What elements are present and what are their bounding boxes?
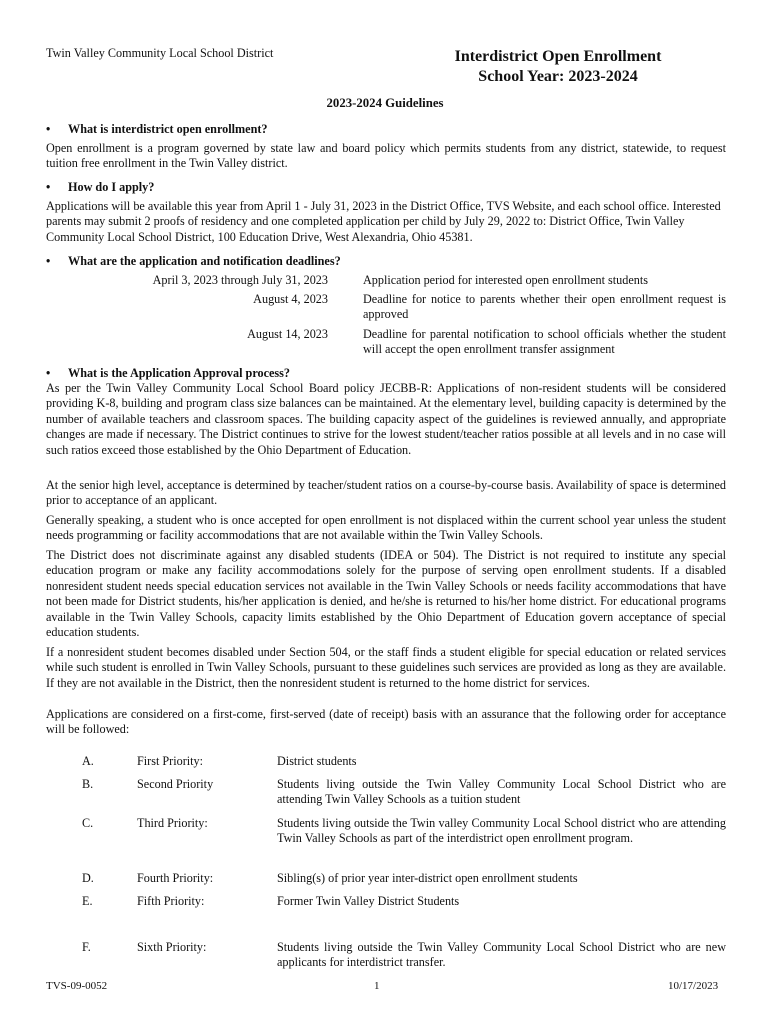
priority-description: District students <box>277 754 357 768</box>
bullet-icon: • <box>46 180 51 194</box>
question-heading <box>46 122 268 137</box>
question-text: What are the application and notification deadlines? <box>68 254 341 268</box>
policy-paragraph: Generally speaking, a student who is once accepted for open enrollment is not displaced within the current school year unless the student needs programming or facility accommodations that are not available within the Twin Valley Schools. <box>46 513 726 543</box>
district-name: Twin Valley Community Local School District <box>46 46 274 60</box>
policy-paragraph: At the senior high level, acceptance is determined by teacher/student ratios on a course-by-course basis. Availability of space is determined prior to acceptance of an applicant. <box>46 478 726 508</box>
question-heading <box>46 254 341 269</box>
footer-date: 10/17/2023 <box>668 980 719 992</box>
priority-label: Fourth Priority: <box>137 871 214 885</box>
title-line-2: School Year: 2023-2024 <box>478 68 638 85</box>
deadline-description: Deadline for parental notification to school officials whether the student will accept the open enrollment transfer assignment <box>363 327 726 357</box>
priority-description: Students living outside the Twin Valley Community Local School District who are new applicants for interdistrict transfer. <box>277 940 726 970</box>
deadline-date: August 14, 2023 <box>247 327 328 341</box>
footer-page-number: 1 <box>374 980 380 992</box>
policy-paragraph: As per the Twin Valley Community Local School Board policy JECBB-R: Applications of non-resident students will be considered providing K-8, building and program class size balances can be maintained. At the elementary level, building capacity is determined by the number of available teachers and classroom spaces. The building capacity aspect of the guidelines is reviewed annually, and appropriate changes are made if necessary. The District continues to strive for the lowest student/teacher ratios possible at all levels and in no case will such ratios exceed those established by the Ohio Department of Education. <box>46 381 726 457</box>
priority-description: Sibling(s) of prior year inter-district open enrollment students <box>277 871 578 885</box>
policy-paragraph: Applications are considered on a first-come, first-served (date of receipt) basis with an assurance that the following order for acceptance will be followed: <box>46 707 726 737</box>
answer-paragraph: Open enrollment is a program governed by state law and board policy which permits students from any district, statewide, to request tuition free enrollment in the Twin Valley district. <box>46 141 726 171</box>
guidelines-heading: 2023-2024 Guidelines <box>326 96 444 110</box>
question-text: What is the Application Approval process? <box>68 366 291 380</box>
footer-document-code: TVS-09-0052 <box>46 980 108 992</box>
priority-letter: B. <box>82 777 94 791</box>
bullet-icon: • <box>46 122 51 136</box>
policy-paragraph: The District does not discriminate against any disabled students (IDEA or 504). The District is not required to institute any special education program or make any facility accommodations solely for the purpose of serving open enrollment students. If a disabled nonresident student needs special education services not available in the Twin Valley Schools or needs facility accommodations that have not been made for District students, his/her application is denied, and he/she is returned to his/her home district. For educational programs available in the Twin Valley Schools, capacity limits established by the Ohio Department of Education govern acceptance of special education students. <box>46 548 726 640</box>
deadline-date: August 4, 2023 <box>253 292 328 306</box>
priority-label: Sixth Priority: <box>137 940 207 954</box>
priority-label: First Priority: <box>137 754 204 768</box>
priority-letter: F. <box>82 940 91 954</box>
priority-letter: A. <box>82 754 94 768</box>
policy-paragraph: If a nonresident student becomes disabled under Section 504, or the staff finds a student eligible for special education or related services while such student is enrolled in Twin Valley Schools, pursuant to these guidelines such services are provided as long as they are available. If they are not available in the District, then the nonresident student is returned to the home district for services. <box>46 645 726 690</box>
question-heading <box>46 180 154 195</box>
priority-letter: C. <box>82 816 94 830</box>
priority-label: Third Priority: <box>137 816 208 830</box>
bullet-icon: • <box>46 254 51 268</box>
question-heading <box>46 366 290 381</box>
priority-letter: E. <box>82 894 93 908</box>
question-text: How do I apply? <box>68 180 155 194</box>
priority-label: Fifth Priority: <box>137 894 205 908</box>
deadline-description: Deadline for notice to parents whether their open enrollment request is approved <box>363 292 726 322</box>
priority-description: Former Twin Valley District Students <box>277 894 460 908</box>
priority-label: Second Priority <box>137 777 214 791</box>
deadline-date: April 3, 2023 through July 31, 2023 <box>152 273 328 287</box>
document-title <box>440 47 676 87</box>
priority-description: Students living outside the Twin Valley Community Local School District who are attending Twin Valley Schools as a tuition student <box>277 777 726 807</box>
question-text: What is interdistrict open enrollment? <box>68 122 268 136</box>
priority-letter: D. <box>82 871 94 885</box>
title-line-1: Interdistrict Open Enrollment <box>454 48 662 65</box>
bullet-icon: • <box>46 366 51 380</box>
answer-paragraph: Applications will be available this year from April 1 - July 31, 2023 in the District Office, TVS Website, and each school office. Interested parents may submit 2 proofs of residency and one completed application per child by July 29, 2022 to: District Office, Twin Valley Community Local School District, 100 Education Drive, West Alexandria, Ohio 45381. <box>46 199 721 244</box>
priority-description: Students living outside the Twin valley Community Local School district who are attending Twin Valley Schools as part of the interdistrict open enrollment program. <box>277 816 726 846</box>
deadline-description: Application period for interested open enrollment students <box>363 273 648 287</box>
